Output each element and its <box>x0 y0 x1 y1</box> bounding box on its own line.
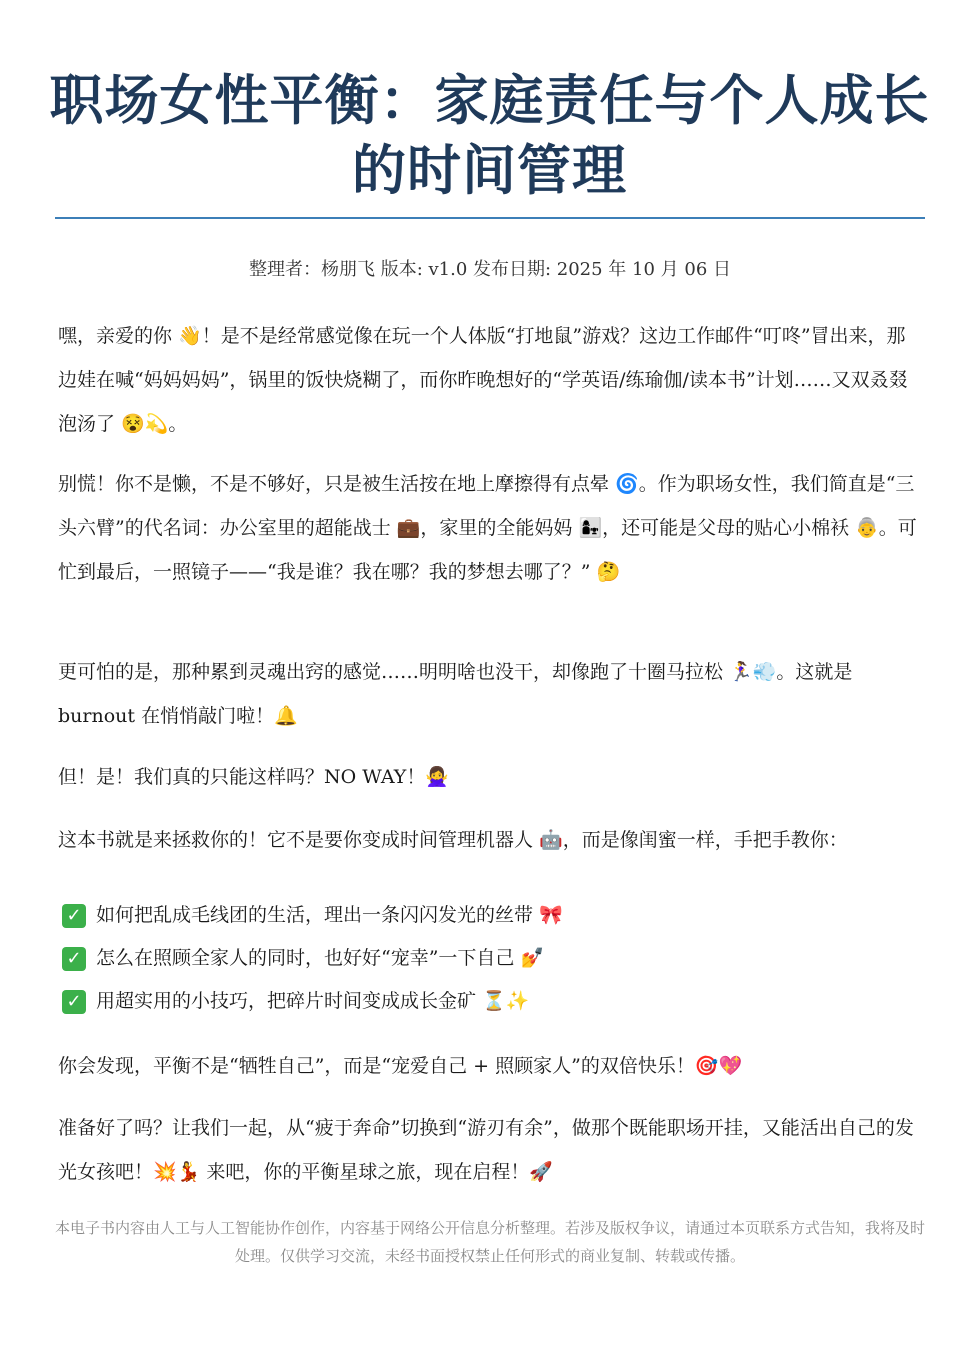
copyright-footer: 本电子书内容由人工与人工智能协作创作，内容基于网络公开信息分析整理。若涉及版权争议，请通过本页联系方式告知，我将及时处理。仅供学习交流，未经书面授权禁止任何形式的商业复制、转载或传播。 <box>55 1219 926 1265</box>
closing-paragraph: 准备好了吗？让我们一起，从“疲于奔命”切换到“游刃有余”，做那个既能职场开挂，又能活出自己的发光女孩吧！💥💃 来吧，你的平衡星球之旅，现在启程！🚀 <box>58 1117 914 1183</box>
intro-paragraph: 嘿，亲爱的你 👋！是不是经常感觉像在玩一个人体版“打地鼠”游戏？这边工作邮件“叮咚”冒出来，那边娃在喊“妈妈妈妈”，锅里的饭快烧糊了，而你昨晚想好的“学英语/练瑜伽/读本书”计划……又双叒叕泡汤了 😵💫。 <box>58 325 908 435</box>
document-title: 职场女性平衡：家庭责任与个人成长的时间管理 <box>49 69 930 202</box>
encouragement-paragraph: 别慌！你不是懒，不是不够好，只是被生活按在地上摩擦得有点晕 🌀。作为职场女性，我们简直是“三头六臂”的代名词：办公室里的超能战士 💼，家里的全能妈妈 👩‍👧，还可能是父母的贴心小棉袄 👵。可忙到最后，一照镜子——“我是谁？我在哪？我的梦想去哪了？” 🤔 <box>58 473 917 583</box>
burnout-paragraph: 更可怕的是，那种累到灵魂出窍的感觉……明明啥也没干，却像跑了十圈马拉松 🏃‍♀️💨。这就是 burnout 在悄悄敲门啦！🔔 <box>58 661 853 727</box>
balance-paragraph: 你会发现，平衡不是“牺牲自己”，而是“宠爱自己 + 照顾家人”的双倍快乐！🎯💖 <box>58 1055 743 1077</box>
checklist-item-text: 怎么在照顾全家人的同时，也好好“宠幸”一下自己 💅 <box>96 947 545 969</box>
checklist-item <box>62 980 922 1023</box>
checklist-item-text: 用超实用的小技巧，把碎片时间变成成长金矿 ⏳✨ <box>96 990 530 1012</box>
title-divider <box>55 217 925 219</box>
check-mark-icon: ✓ <box>62 947 86 971</box>
no-way-paragraph: 但！是！我们真的只能这样吗？NO WAY！🙅‍♀️ <box>58 766 449 788</box>
check-mark-icon: ✓ <box>62 904 86 928</box>
check-mark-icon: ✓ <box>62 990 86 1014</box>
benefit-checklist <box>62 894 922 1023</box>
checklist-item <box>62 894 922 937</box>
checklist-item <box>62 937 922 980</box>
checklist-item-text: 如何把乱成毛线团的生活，理出一条闪闪发光的丝带 🎀 <box>96 904 563 926</box>
book-purpose-paragraph: 这本书就是来拯救你的！它不是要你变成时间管理机器人 🤖，而是像闺蜜一样，手把手教你： <box>58 829 848 851</box>
document-meta-line: 整理者：杨朋飞 版本: v1.0 发布日期: 2025 年 10 月 06 日 <box>248 259 732 280</box>
